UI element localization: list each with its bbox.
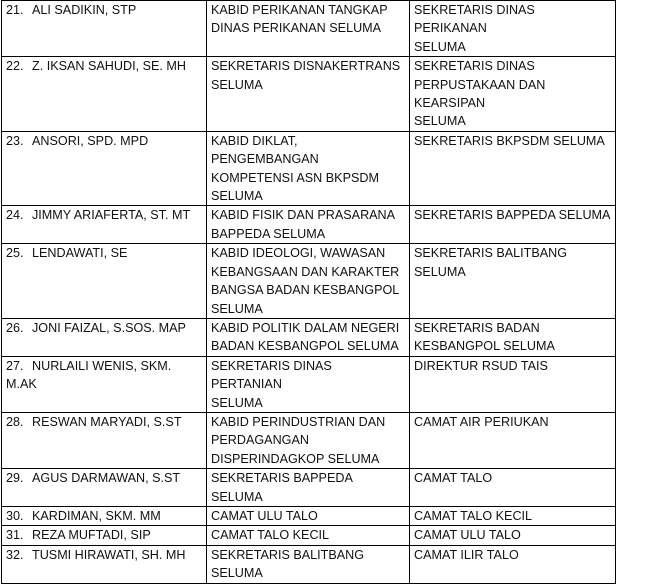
official-name: TUSMI HIRAWATI, SH. MH	[32, 547, 186, 562]
new-position-line: SELUMA	[414, 39, 466, 54]
current-position-cell	[207, 1, 410, 57]
new-position-line: PERPUSTAKAAN DAN KEARSIPAN	[414, 77, 546, 111]
name-line	[6, 546, 202, 564]
current-position-line: SEKRETARIS BAPPEDA SELUMA	[211, 471, 353, 504]
name-line	[6, 469, 202, 487]
name-line	[6, 357, 202, 375]
new-position-cell	[410, 57, 616, 132]
current-position-cell	[207, 206, 410, 244]
name-line	[6, 244, 202, 262]
current-position-line: CAMAT ULU TALO	[211, 508, 318, 523]
new-position-line: CAMAT ULU TALO	[414, 528, 521, 543]
name-line	[6, 1, 202, 19]
officials-table-body	[2, 1, 616, 584]
name-cell	[2, 318, 207, 356]
new-position-line: CAMAT TALO KECIL	[414, 508, 533, 523]
new-position-cell	[410, 545, 616, 583]
name-line	[6, 413, 202, 431]
name-line	[6, 507, 202, 525]
current-position-line: DINAS PERIKANAN SELUMA	[211, 21, 382, 36]
current-position-cell	[207, 412, 410, 468]
name-cell	[2, 526, 207, 545]
current-position-line: KOMPETENSI ASN BKPSDM	[211, 170, 379, 185]
name-line	[6, 132, 202, 150]
official-name: RESWAN MARYADI, S.ST	[32, 414, 182, 429]
official-name: Z. IKSAN SAHUDI, SE. MH	[32, 59, 186, 74]
new-position-line: CAMAT TALO	[414, 471, 493, 486]
table-row	[2, 506, 616, 525]
current-position-line: PERDAGANGAN	[211, 433, 309, 448]
official-name: AGUS DARMAWAN, S.ST	[32, 471, 181, 486]
current-position-line: SEKRETARIS DISNAKERTRANS	[211, 59, 401, 74]
table-row	[2, 545, 616, 583]
official-name: NURLAILI WENIS, SKM.	[32, 358, 172, 373]
new-position-cell	[410, 356, 616, 412]
new-position-line: DIREKTUR RSUD TAIS	[414, 358, 548, 373]
current-position-line: KABID DIKLAT, PENGEMBANGAN	[211, 133, 319, 167]
current-position-line: DISPERINDAGKOP SELUMA	[211, 451, 380, 466]
name-cell	[2, 356, 207, 412]
table-row	[2, 57, 616, 132]
current-position-cell	[207, 57, 410, 132]
new-position-cell	[410, 412, 616, 468]
table-row	[2, 318, 616, 356]
name-cell	[2, 244, 207, 319]
row-number: 27.	[6, 358, 24, 373]
table-row	[2, 244, 616, 319]
official-name: KARDIMAN, SKM. MM	[32, 508, 161, 523]
new-position-cell	[410, 244, 616, 319]
new-position-line: CAMAT ILIR TALO	[414, 547, 519, 562]
official-name: LENDAWATI, SE	[32, 246, 128, 261]
official-name: JONI FAIZAL, S.SOS. MAP	[32, 320, 186, 335]
new-position-cell	[410, 318, 616, 356]
current-position-line: SEKRETARIS DINAS PERTANIAN	[211, 358, 332, 392]
row-number: 32.	[6, 547, 24, 562]
table-row	[2, 469, 616, 507]
current-position-cell	[207, 356, 410, 412]
row-number: 25.	[6, 246, 24, 261]
new-position-line: KESBANGPOL SELUMA	[414, 339, 555, 354]
name-cell	[2, 412, 207, 468]
official-name: M.AK	[6, 377, 37, 392]
new-position-line: SEKRETARIS BADAN	[414, 320, 540, 335]
table-row	[2, 526, 616, 545]
official-name: JIMMY ARIAFERTA, ST. MT	[32, 208, 191, 223]
official-name: ANSORI, SPD. MPD	[32, 133, 149, 148]
current-position-line: BANGSA BADAN KESBANGPOL	[211, 283, 400, 298]
row-number: 21.	[6, 3, 24, 17]
current-position-line: SELUMA	[211, 189, 263, 204]
row-number: 28.	[6, 414, 24, 429]
current-position-line: SELUMA	[211, 77, 263, 92]
current-position-cell	[207, 131, 410, 206]
name-cell	[2, 506, 207, 525]
table-row	[2, 412, 616, 468]
current-position-line: KABID POLITIK DALAM NEGERI	[211, 320, 400, 335]
current-position-line: CAMAT TALO KECIL	[211, 528, 330, 543]
new-position-line: SEKRETARIS BAPPEDA SELUMA	[414, 208, 611, 223]
row-number: 23.	[6, 133, 24, 148]
name-cell	[2, 131, 207, 206]
new-position-cell	[410, 506, 616, 525]
current-position-line: KEBANGSAAN DAN KARAKTER	[211, 264, 400, 279]
row-number: 31.	[6, 528, 24, 543]
new-position-line: SEKRETARIS DINAS PERIKANAN	[414, 3, 535, 36]
name-cell	[2, 206, 207, 244]
current-position-cell	[207, 506, 410, 525]
name-cell	[2, 1, 207, 57]
name-line	[6, 206, 202, 224]
current-position-cell	[207, 318, 410, 356]
current-position-cell	[207, 526, 410, 545]
new-position-cell	[410, 526, 616, 545]
table-row	[2, 356, 616, 412]
officials-table	[1, 0, 616, 584]
current-position-cell	[207, 469, 410, 507]
name-cell	[2, 469, 207, 507]
current-position-line: BADAN KESBANGPOL SELUMA	[211, 339, 399, 354]
name-line	[6, 375, 202, 393]
row-number: 30.	[6, 508, 24, 523]
name-cell	[2, 545, 207, 583]
new-position-cell	[410, 206, 616, 244]
row-number: 26.	[6, 320, 24, 335]
name-line	[6, 57, 202, 75]
new-position-line: CAMAT AIR PERIUKAN	[414, 414, 549, 429]
table-row	[2, 206, 616, 244]
official-name: ALI SADIKIN, STP	[32, 3, 137, 17]
new-position-cell	[410, 131, 616, 206]
table-row	[2, 131, 616, 206]
name-line	[6, 319, 202, 337]
new-position-line: SEKRETARIS BKPSDM SELUMA	[414, 133, 605, 148]
current-position-line: KABID PERINDUSTRIAN DAN	[211, 414, 386, 429]
name-line	[6, 526, 202, 544]
current-position-line: KABID FISIK DAN PRASARANA	[211, 208, 396, 223]
row-number: 24.	[6, 208, 24, 223]
current-position-line: SELUMA	[211, 395, 263, 410]
new-position-cell	[410, 1, 616, 57]
table-row	[2, 1, 616, 57]
new-position-line: SEKRETARIS DINAS	[414, 59, 535, 74]
new-position-cell	[410, 469, 616, 507]
current-position-line: KABID PERIKANAN TANGKAP	[211, 3, 388, 17]
row-number: 22.	[6, 59, 24, 74]
current-position-line: SEKRETARIS BALITBANG SELUMA	[211, 547, 365, 581]
row-number: 29.	[6, 471, 24, 486]
current-position-cell	[207, 545, 410, 583]
current-position-line: SELUMA	[211, 301, 263, 316]
current-position-line: KABID IDEOLOGI, WAWASAN	[211, 246, 386, 261]
official-name: REZA MUFTADI, SIP	[32, 528, 151, 543]
new-position-line: SELUMA	[414, 114, 466, 129]
name-cell	[2, 57, 207, 132]
current-position-line: BAPPEDA SELUMA	[211, 226, 326, 241]
current-position-cell	[207, 244, 410, 319]
new-position-line: SEKRETARIS BALITBANG SELUMA	[414, 246, 568, 279]
